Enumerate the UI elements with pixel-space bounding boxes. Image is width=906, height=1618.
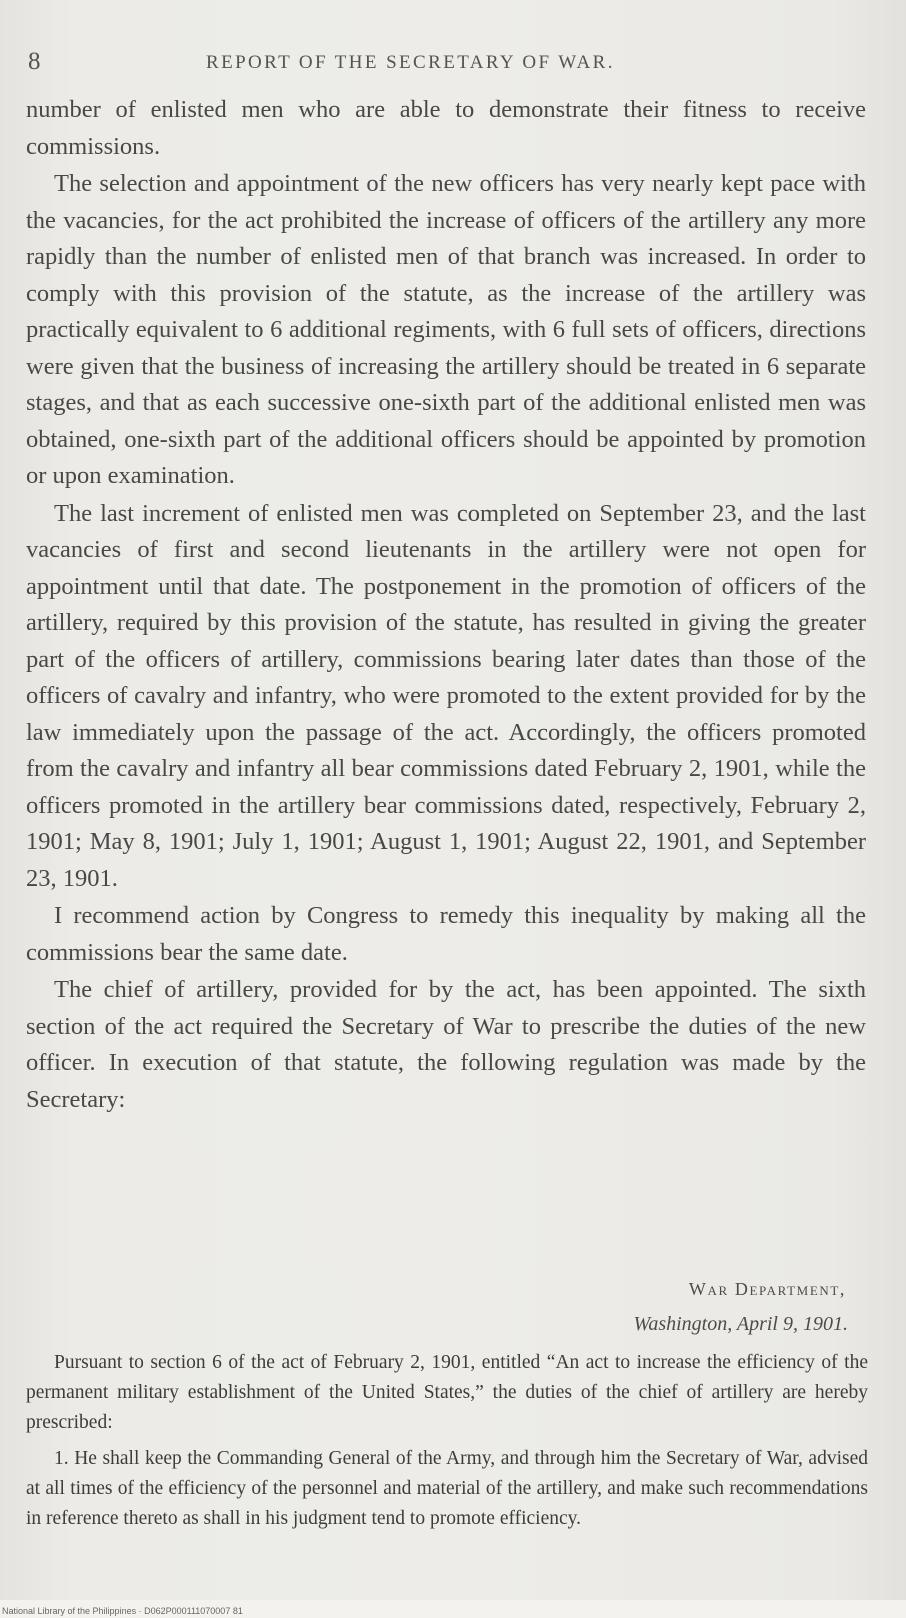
regulation-text — [26, 1348, 868, 1534]
footer-strip — [0, 1600, 906, 1618]
footer-credit: National Library of the Philippines · D062P000111070007 81 — [2, 1606, 243, 1616]
paragraph: The last increment of enlisted men was completed on September 23, and the last vacancies of first and second lieutenants in the artillery were not open for appointment until that date. The postponement in the promotion of officers of the artillery, required by this provision of the statute, has resulted in giving the greater part of the officers of artillery, commissions bearing later dates than those of the officers of cavalry and infantry, who were promoted to the extent provided for by the law immediately upon the passage of the act. Accordingly, the officers promoted from the cavalry and infantry all bear commissions dated February 2, 1901, while the officers promoted in the artillery bear commissions dated, respectively, February 2, 1901; May 8, 1901; July 1, 1901; August 1, 1901; August 22, 1901, and September 23, 1901. — [26, 499, 866, 892]
paragraph: I recommend action by Congress to remedy this inequality by making all the commissions bear the same date. — [26, 902, 866, 966]
page-number: 8 — [28, 48, 41, 75]
regulation-paragraph: 1. He shall keep the Commanding General of the Army, and through him the Secretary of War, advised at all times of the efficiency of the personnel and material of the artillery, and make such recommendations in reference thereto as shall in his judgment tend to promote efficiency. — [26, 1448, 868, 1529]
body-text — [26, 92, 866, 1118]
running-head: REPORT OF THE SECRETARY OF WAR. — [206, 52, 615, 73]
paragraph: The selection and appointment of the new officers has very nearly kept pace with the vacancies, for the act prohibited the increase of officers of the artillery any more rapidly than the number of enlisted men of that branch was increased. In order to comply with this provision of the statute, as the increase of the artillery was practically equivalent to 6 additional regiments, with 6 full sets of officers, directions were given that the business of increasing the artillery should be treated in 6 separate stages, and that as each successive one-sixth part of the additional enlisted men was obtained, one-sixth part of the additional officers should be appointed by promotion or upon examination. — [26, 170, 866, 489]
paragraph: number of enlisted men who are able to demonstrate their fitness to receive commissions. — [26, 96, 866, 160]
dateline-place-date: Washington, April 9, 1901. — [633, 1313, 848, 1335]
dateline-department: War Department, — [688, 1279, 846, 1299]
regulation-paragraph: Pursuant to section 6 of the act of February 2, 1901, entitled “An act to increase the efficiency of the permanent military establishment of the United States,” the duties of the chief of artillery are hereby prescribed: — [26, 1352, 868, 1433]
paragraph: The chief of artillery, provided for by the act, has been appointed. The sixth section of the act required the Secretary of War to prescribe the duties of the new officer. In execution of that statute, the following regulation was made by the Secretary: — [26, 976, 866, 1113]
page-header — [28, 48, 868, 78]
